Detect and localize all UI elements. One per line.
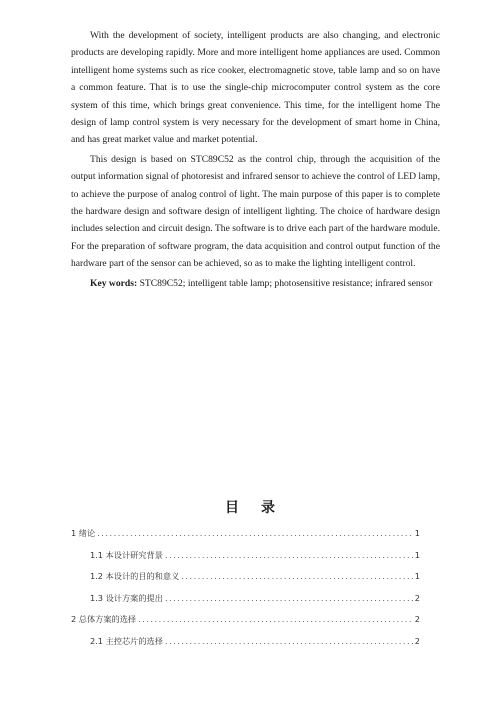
toc-page-number: 1 xyxy=(414,549,420,560)
english-abstract xyxy=(71,27,440,292)
toc-entry[interactable] xyxy=(71,636,420,658)
toc-entry[interactable] xyxy=(71,571,420,593)
toc-entry[interactable] xyxy=(71,528,420,550)
toc-entry-label: 1 绪论 xyxy=(71,528,96,538)
keywords-label: Key words: xyxy=(90,277,138,289)
toc-page-number: 2 xyxy=(414,614,420,625)
toc-entry-label: 1.3 设计方案的提出 xyxy=(90,592,163,603)
toc-entry-label: 2.1 主控芯片的选择 xyxy=(90,635,163,646)
abstract-paragraph-2: This design is based on STC89C52 as the control chip, through the acquisition of the output information signal of photoresist and infrared sensor to achieve the control of LED lamp, to achieve the purpose of analog control of light. The main purpose of this paper is to complete the hardware design and software design of intelligent lighting. The choice of hardware design includes selection and circuit design. The software is to drive each part of the hardware module. For the preparation of software program, the data acquisition and control output function of the hardware part of the sensor can be achieved, so as to make the lighting intelligent control. xyxy=(71,153,440,270)
toc-entry-label: 2 总体方案的选择 xyxy=(71,614,137,625)
toc-entry[interactable] xyxy=(71,614,420,636)
toc-page-number: 1 xyxy=(414,571,420,582)
toc-leader-dots xyxy=(181,571,412,581)
keywords-text: STC89C52; intelligent table lamp; photosensitive resistance; infrared sensor xyxy=(139,277,433,289)
toc-entry-label: 1.1 本设计研究背景 xyxy=(90,549,163,560)
toc-entry-label: 1.2 本设计的目的和意义 xyxy=(90,571,180,582)
toc-leader-dots xyxy=(165,593,413,603)
toc-leader-dots xyxy=(97,528,413,538)
toc-page-number: 2 xyxy=(414,635,420,646)
abstract-paragraph-1: With the development of society, intelligent products are also changing, and electronic products are developing rapidly. More and more intelligent home appliances are used. Common intelligent home systems such as rice cooker, electromagnetic stove, table lamp and so on have a common feature. That is to use the single-chip microcomputer control system as the core system of this time, which brings great convenience. This time, for the intelligent home The design of lamp control system is very necessary for the development of smart home in China, and has great market value and market potential. xyxy=(71,30,440,146)
toc-entry[interactable] xyxy=(71,593,420,615)
toc-entry[interactable] xyxy=(71,550,420,572)
toc-page-number: 2 xyxy=(414,592,420,603)
toc-page-number: 1 xyxy=(414,528,420,538)
toc-title: 目录 xyxy=(225,500,297,516)
toc-leader-dots xyxy=(138,614,413,624)
toc-leader-dots xyxy=(165,550,413,560)
keywords-line xyxy=(71,275,440,292)
toc-leader-dots xyxy=(165,636,413,646)
table-of-contents xyxy=(71,528,420,658)
